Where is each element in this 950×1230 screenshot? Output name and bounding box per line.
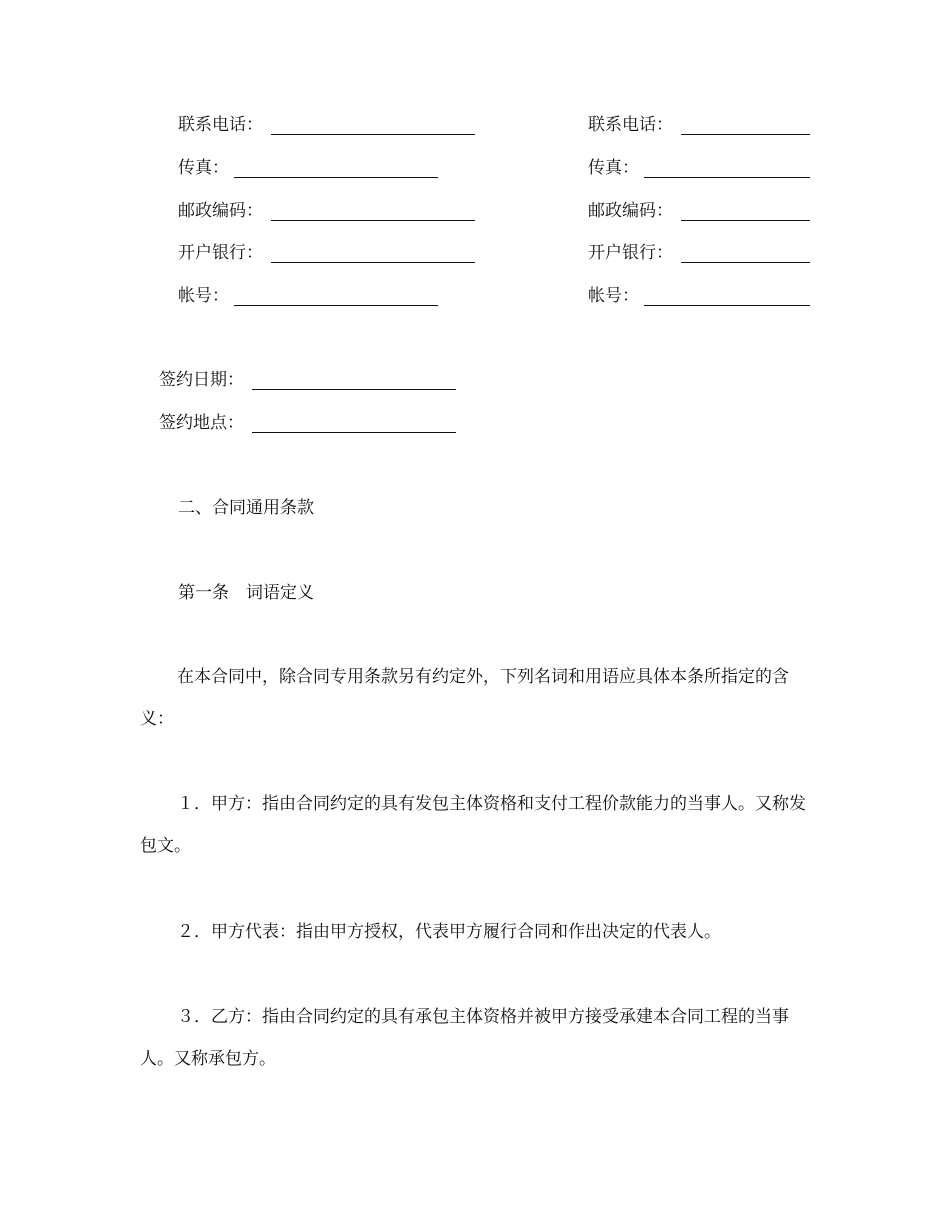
- right-phone-blank: [681, 134, 810, 135]
- signing-date-field: [159, 369, 244, 391]
- left-account-blank: [234, 305, 438, 306]
- left-account-field: [178, 285, 229, 307]
- right-account-label: 帐号：: [588, 286, 639, 306]
- left-postcode-field: [178, 200, 263, 222]
- left-fax-label: 传真：: [178, 158, 229, 178]
- left-phone-field: [178, 114, 263, 136]
- right-postcode-field: [588, 200, 673, 222]
- definition-item: ３．乙方：指由合同约定的具有承包主体资格并被甲方接受承建本合同工程的当事人。又称承包方。: [140, 1007, 789, 1069]
- right-bank-label: 开户银行：: [588, 243, 673, 263]
- right-fax-field: [588, 157, 639, 179]
- definition-item: １．甲方：指由合同约定的具有发包主体资格和支付工程价款能力的当事人。又称发包文。: [140, 794, 806, 856]
- right-bank-blank: [681, 262, 810, 263]
- left-bank-label: 开户银行：: [178, 243, 263, 263]
- signing-date-blank: [252, 389, 456, 390]
- intro-paragraph: 在本合同中，除合同专用条款另有约定外，下列名词和用语应具体本条所指定的含义：: [140, 667, 789, 729]
- section-heading: 二、合同通用条款: [178, 498, 314, 518]
- signing-place-blank: [252, 432, 456, 433]
- right-fax-blank: [644, 177, 810, 178]
- right-account-blank: [644, 305, 810, 306]
- right-fax-label: 传真：: [588, 158, 639, 178]
- left-fax-blank: [234, 177, 438, 178]
- left-postcode-blank: [271, 220, 475, 221]
- left-bank-blank: [271, 262, 475, 263]
- article-title: 第一条 词语定义: [178, 583, 314, 603]
- left-fax-field: [178, 157, 229, 179]
- left-postcode-label: 邮政编码：: [178, 201, 263, 221]
- right-phone-label: 联系电话：: [588, 115, 673, 135]
- right-account-field: [588, 285, 639, 307]
- right-postcode-blank: [681, 220, 810, 221]
- signing-place-field: [159, 412, 244, 434]
- right-bank-field: [588, 242, 673, 264]
- left-account-label: 帐号：: [178, 286, 229, 306]
- left-phone-blank: [271, 134, 475, 135]
- left-phone-label: 联系电话：: [178, 115, 263, 135]
- right-postcode-label: 邮政编码：: [588, 201, 673, 221]
- right-phone-field: [588, 114, 673, 136]
- left-bank-field: [178, 242, 263, 264]
- definition-item: ２．甲方代表：指由甲方授权，代表甲方履行合同和作出决定的代表人。: [177, 922, 721, 942]
- signing-place-label: 签约地点：: [159, 413, 244, 433]
- signing-date-label: 签约日期：: [159, 370, 244, 390]
